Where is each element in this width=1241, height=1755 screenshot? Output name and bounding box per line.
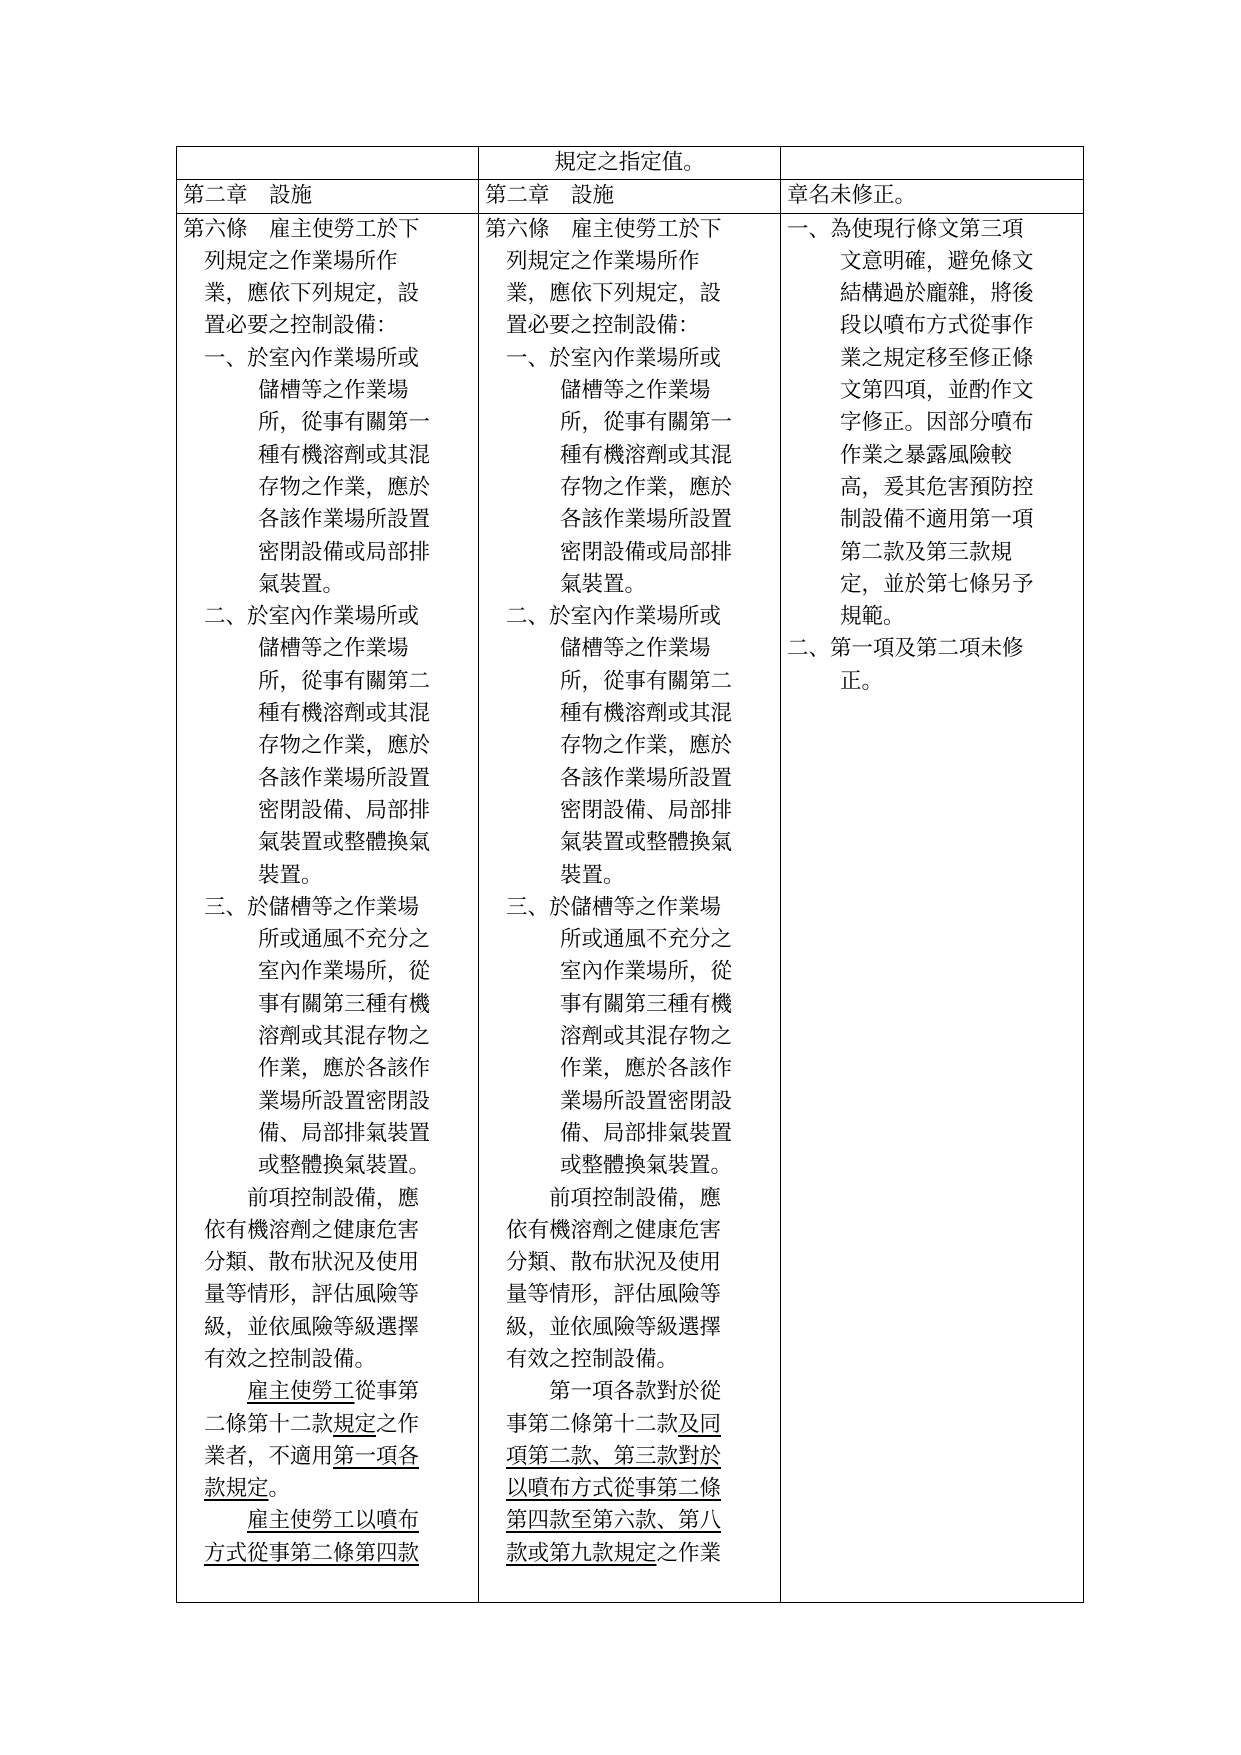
article-heading: 第六條 雇主使勞工於下 — [183, 216, 420, 242]
text-line: 業場所設置密閉設 — [560, 1088, 733, 1114]
text-line: 存物之作業，應於 — [560, 733, 733, 759]
text-line: 溶劑或其混存物之 — [560, 1024, 733, 1050]
text-line: 密閉設備、局部排 — [258, 797, 431, 823]
text-span: 事第二條第十二款 — [506, 1411, 679, 1437]
text-line: 氣裝置或整體換氣 — [258, 830, 431, 856]
text-line: 文第四項，並酌作文 — [840, 378, 1034, 404]
text-line: 備、局部排氣裝置 — [560, 1120, 733, 1146]
paragraph-two-line: 前項控制設備，應 — [549, 1185, 722, 1211]
text-line: 量等情形，評估風險等 — [204, 1282, 420, 1308]
text-line: 溶劑或其混存物之 — [258, 1024, 431, 1050]
text-line: 業之規定移至修正條 — [840, 345, 1034, 371]
text-line: 儲槽等之作業場 — [560, 636, 711, 662]
text-line: 有效之控制設備。 — [506, 1346, 679, 1372]
text-line: 存物之作業，應於 — [258, 733, 431, 759]
explanation-cell — [781, 213, 1084, 1602]
table-cell — [177, 180, 479, 213]
underlined-text: 規定 — [333, 1411, 377, 1437]
text-span: 從事第 — [354, 1379, 420, 1405]
text-line: 或整體換氣裝置。 — [258, 1153, 431, 1179]
paragraph-four-line — [183, 1505, 472, 1537]
text-line: 各該作業場所設置 — [258, 765, 431, 791]
table-row — [177, 147, 1084, 180]
note-one-line: 一、為使現行條文第三項 — [787, 216, 1024, 242]
underlined-text: 及同 — [678, 1411, 722, 1437]
text-line: 分類、散布狀況及使用 — [506, 1250, 722, 1276]
item-three-line: 三、於儲槽等之作業場 — [506, 894, 722, 920]
text-line: 級，並依風險等級選擇 — [506, 1314, 722, 1340]
text-line — [485, 1473, 774, 1505]
text-line — [485, 1409, 774, 1441]
text-line: 密閉設備或局部排 — [258, 539, 431, 565]
text-line: 規範。 — [840, 604, 905, 630]
text-line: 或整體換氣裝置。 — [560, 1153, 733, 1179]
item-two-line: 二、於室內作業場所或 — [204, 604, 420, 630]
current-article-cell — [177, 213, 479, 1602]
text-line: 所，從事有關第二 — [560, 668, 733, 694]
text-line — [485, 1505, 774, 1537]
text-line: 各該作業場所設置 — [258, 507, 431, 533]
text-line: 所，從事有關第一 — [560, 410, 733, 436]
text-line: 室內作業場所，從 — [258, 959, 431, 985]
text-line: 事有關第三種有機 — [258, 991, 431, 1017]
text-span: 二條第十二款 — [204, 1411, 334, 1437]
text-line: 所，從事有關第二 — [258, 668, 431, 694]
text-span: 。 — [268, 1476, 291, 1502]
table-cell — [781, 180, 1084, 213]
continued-text: 規定之指定值。 — [554, 150, 705, 175]
underlined-text: 雇主使勞工 — [247, 1379, 355, 1405]
chapter-row — [177, 180, 1084, 213]
chapter-title-current: 第二章 設施 — [183, 183, 313, 209]
text-line: 種有機溶劑或其混 — [560, 701, 733, 727]
text-line — [183, 1441, 472, 1473]
text-span: 之作 — [376, 1411, 420, 1437]
text-line: 分類、散布狀況及使用 — [204, 1250, 420, 1276]
underlined-text: 款規定 — [204, 1476, 269, 1502]
text-line: 作業之暴露風險較 — [840, 442, 1013, 468]
underlined-text: 項第二款、第三款對於 — [506, 1443, 722, 1469]
text-line: 儲槽等之作業場 — [560, 378, 711, 404]
text-line: 正。 — [840, 668, 884, 694]
text-line: 種有機溶劑或其混 — [258, 701, 431, 727]
underlined-text: 第一項各 — [333, 1443, 420, 1469]
text-line: 事有關第三種有機 — [560, 991, 733, 1017]
paragraph-three-line: 第一項各款對於從 — [549, 1379, 722, 1405]
text-line: 存物之作業，應於 — [560, 474, 733, 500]
paragraph-two-line: 前項控制設備，應 — [247, 1185, 420, 1211]
item-one-line: 一、於室內作業場所或 — [506, 345, 722, 371]
text-line: 段以噴布方式從事作 — [840, 313, 1034, 339]
chapter-title-proposed: 第二章 設施 — [485, 183, 615, 209]
text-line: 依有機溶劑之健康危害 — [506, 1217, 722, 1243]
underlined-text: 方式從事第二條第四款 — [204, 1540, 420, 1566]
text-line — [183, 1473, 472, 1505]
text-line: 量等情形，評估風險等 — [506, 1282, 722, 1308]
text-line: 各該作業場所設置 — [560, 765, 733, 791]
table-cell — [781, 147, 1084, 180]
text-line: 室內作業場所，從 — [560, 959, 733, 985]
chapter-note: 章名未修正。 — [787, 183, 917, 209]
underlined-text: 款或第九款規定 — [506, 1540, 657, 1566]
text-line: 密閉設備或局部排 — [560, 539, 733, 565]
text-span: 業者，不適用 — [204, 1443, 334, 1469]
text-line: 氣裝置。 — [560, 571, 647, 597]
text-line: 列規定之作業場所作 — [204, 248, 398, 274]
paragraph-three-line — [183, 1376, 472, 1408]
text-line: 種有機溶劑或其混 — [258, 442, 431, 468]
text-line: 所或通風不充分之 — [560, 927, 733, 953]
item-one-line: 一、於室內作業場所或 — [204, 345, 420, 371]
text-line: 氣裝置或整體換氣 — [560, 830, 733, 856]
text-line: 備、局部排氣裝置 — [258, 1120, 431, 1146]
text-line: 氣裝置。 — [258, 571, 345, 597]
text-line: 裝置。 — [560, 862, 625, 888]
underlined-text: 以噴布方式從事第二條 — [506, 1476, 722, 1502]
text-line: 依有機溶劑之健康危害 — [204, 1217, 420, 1243]
underlined-text: 雇主使勞工以噴布 — [247, 1508, 420, 1534]
item-two-line: 二、於室內作業場所或 — [506, 604, 722, 630]
text-line: 置必要之控制設備： — [506, 313, 700, 339]
text-line: 業場所設置密閉設 — [258, 1088, 431, 1114]
text-line: 列規定之作業場所作 — [506, 248, 700, 274]
table-cell — [177, 147, 479, 180]
text-line: 業，應依下列規定，設 — [204, 281, 420, 307]
text-line: 文意明確，避免條文 — [840, 248, 1034, 274]
text-line: 結構過於龐雜，將後 — [840, 281, 1034, 307]
article-row — [177, 213, 1084, 1602]
text-line: 裝置。 — [258, 862, 323, 888]
text-line: 作業，應於各該作 — [258, 1056, 431, 1082]
text-line: 字修正。因部分噴布 — [840, 410, 1034, 436]
text-line — [183, 1538, 472, 1570]
text-line: 種有機溶劑或其混 — [560, 442, 733, 468]
text-line: 各該作業場所設置 — [560, 507, 733, 533]
underlined-text: 第四款至第六款、第八 — [506, 1508, 722, 1534]
text-line: 作業，應於各該作 — [560, 1056, 733, 1082]
text-line: 第二款及第三款規 — [840, 539, 1013, 565]
text-line: 所，從事有關第一 — [258, 410, 431, 436]
text-line — [183, 1409, 472, 1441]
text-line: 所或通風不充分之 — [258, 927, 431, 953]
text-line: 制設備不適用第一項 — [840, 507, 1034, 533]
table-cell — [479, 180, 781, 213]
table-cell — [479, 147, 781, 180]
proposed-article-cell — [479, 213, 781, 1602]
text-line: 存物之作業，應於 — [258, 474, 431, 500]
text-line: 業，應依下列規定，設 — [506, 281, 722, 307]
amendment-comparison-table — [176, 146, 1084, 1603]
text-line: 儲槽等之作業場 — [258, 636, 409, 662]
text-line: 高，爰其危害預防控 — [840, 474, 1034, 500]
text-line — [485, 1538, 774, 1570]
article-heading: 第六條 雇主使勞工於下 — [485, 216, 722, 242]
text-line: 置必要之控制設備： — [204, 313, 398, 339]
text-line: 密閉設備、局部排 — [560, 797, 733, 823]
text-line: 有效之控制設備。 — [204, 1346, 377, 1372]
text-line: 級，並依風險等級選擇 — [204, 1314, 420, 1340]
item-three-line: 三、於儲槽等之作業場 — [204, 894, 420, 920]
text-line: 定，並於第七條另予 — [840, 571, 1034, 597]
note-two-line: 二、第一項及第二項未修 — [787, 636, 1024, 662]
text-line: 儲槽等之作業場 — [258, 378, 409, 404]
text-span: 之作業 — [656, 1540, 722, 1566]
text-line — [485, 1441, 774, 1473]
